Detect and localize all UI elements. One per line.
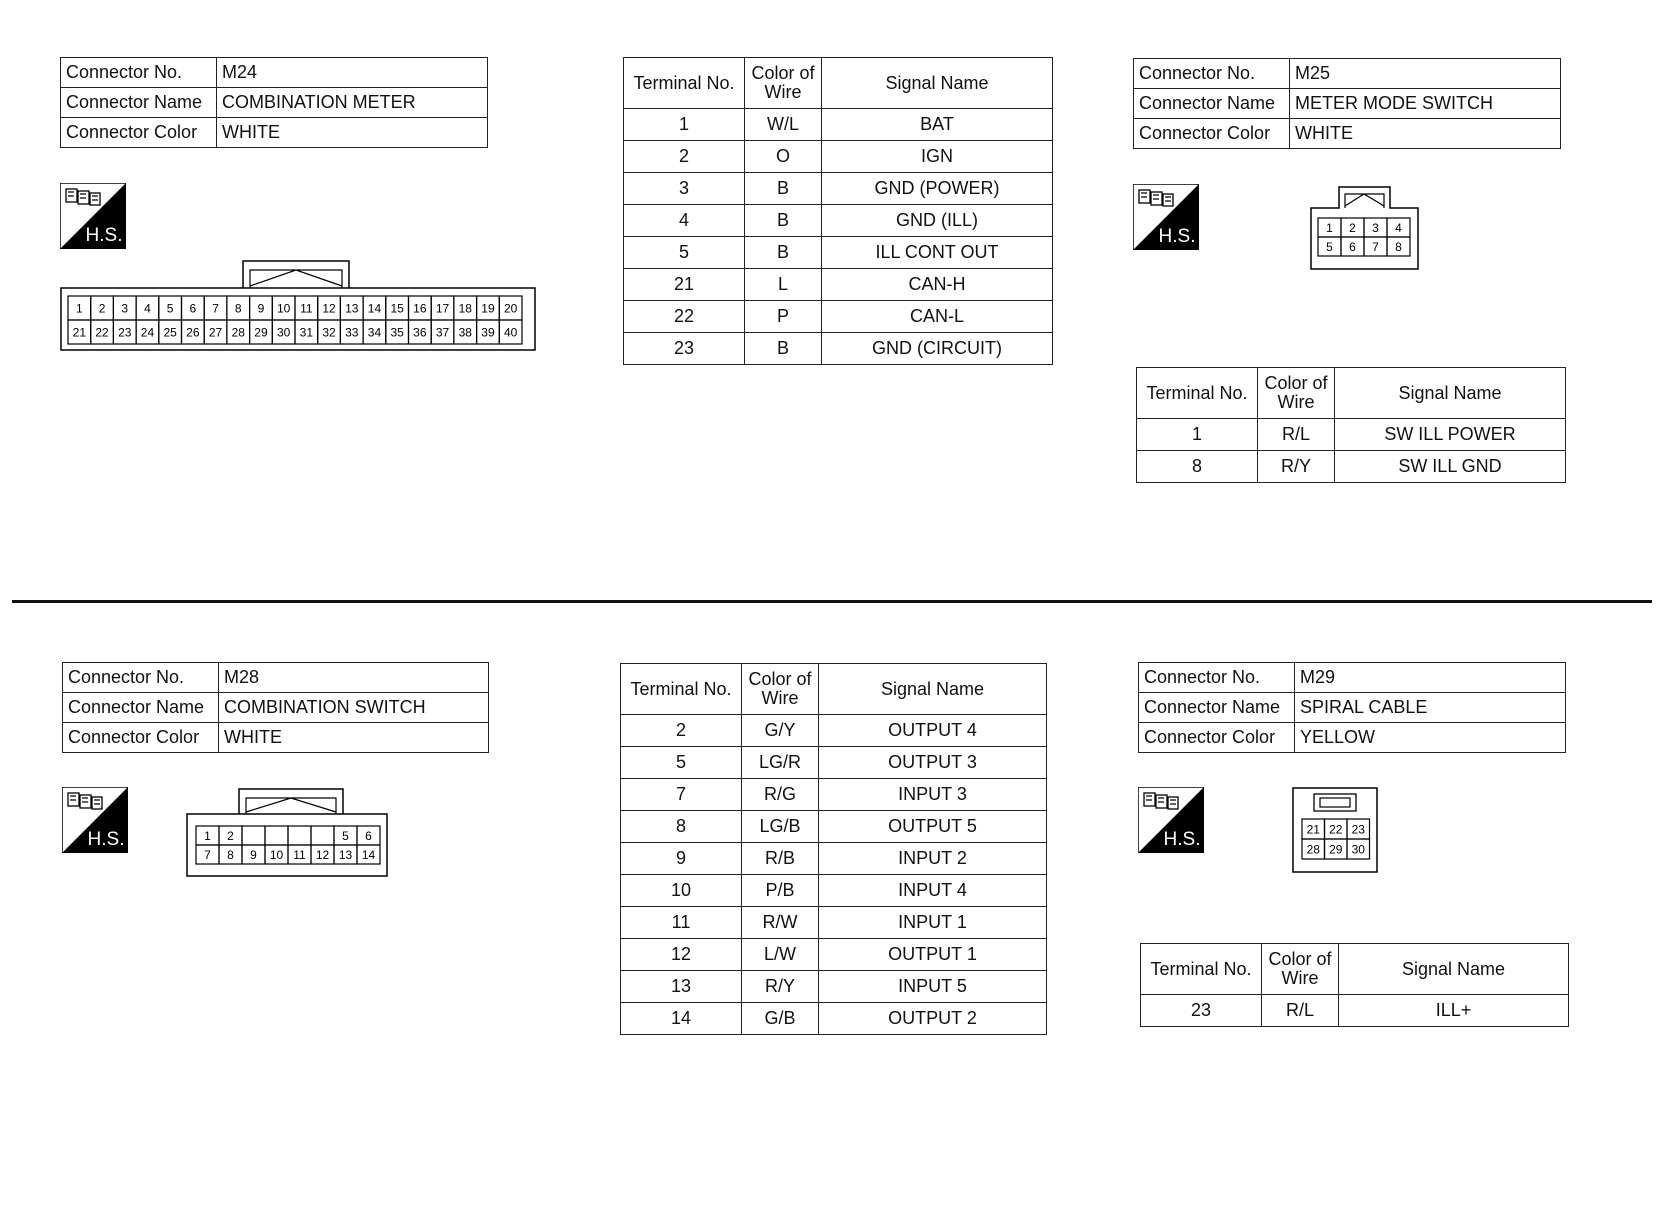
pin-label: 39	[481, 325, 495, 340]
terminal-no-cell: 2	[621, 715, 742, 747]
pin-label: 32	[322, 325, 336, 340]
pin-label: 13	[345, 301, 359, 316]
pin-label: 35	[390, 325, 404, 340]
signal-name-cell: CAN-L	[822, 301, 1053, 333]
pin-label: 22	[95, 325, 109, 340]
terminal-no-header: Terminal No.	[624, 58, 745, 109]
terminal-no-cell: 5	[621, 747, 742, 779]
pin-label: 16	[413, 301, 427, 316]
harness-side-icon	[1133, 184, 1199, 250]
pin-label: 20	[503, 301, 518, 316]
connector-no-value: M28	[219, 663, 489, 693]
pin-label: 40	[503, 325, 518, 340]
pin-label: 28	[1306, 842, 1320, 857]
pin-label: 10	[269, 847, 284, 862]
pin-label: 8	[227, 847, 234, 862]
pin-label: 2	[98, 301, 106, 316]
pin-label: 5	[342, 828, 349, 843]
terminal-row	[624, 141, 1053, 173]
pin-label: 12	[315, 847, 330, 862]
wire-color-cell: R/W	[742, 907, 819, 939]
pin-label: 24	[140, 325, 155, 340]
label-connector-no: Connector No.	[61, 58, 217, 88]
terminal-row	[621, 843, 1047, 875]
terminal-no-cell: 8	[1137, 451, 1258, 483]
connector-name-value: METER MODE SWITCH	[1290, 89, 1561, 119]
pin-label: 14	[361, 847, 376, 862]
pin-label: 19	[481, 301, 495, 316]
harness-side-icon	[62, 787, 128, 853]
pin-label: 29	[1329, 842, 1343, 857]
connector-face-m24	[60, 260, 536, 352]
wire-color-cell: G/B	[742, 1003, 819, 1035]
terminal-no-cell: 12	[621, 939, 742, 971]
signal-name-cell: IGN	[822, 141, 1053, 173]
connector-info-m24	[60, 57, 488, 148]
wire-color-cell: R/B	[742, 843, 819, 875]
pin-label: 8	[234, 301, 242, 316]
pin-label: 4	[144, 301, 151, 316]
signal-name-cell: OUTPUT 1	[819, 939, 1047, 971]
signal-name-cell: BAT	[822, 109, 1053, 141]
wire-color-cell: P/B	[742, 875, 819, 907]
pin-label: 29	[254, 325, 268, 340]
connector-name-value: COMBINATION METER	[217, 88, 488, 118]
signal-name-cell: INPUT 2	[819, 843, 1047, 875]
hs-label: H.S.	[1163, 829, 1201, 850]
terminal-no-cell: 23	[1141, 995, 1262, 1027]
connector-latch	[246, 798, 336, 814]
pin-label: 5	[166, 301, 174, 316]
terminal-row	[621, 971, 1047, 1003]
signal-name-cell: GND (CIRCUIT)	[822, 333, 1053, 365]
terminal-row	[624, 301, 1053, 333]
color-of-wire-header: Color of Wire	[745, 58, 822, 109]
pin-label: 36	[413, 325, 427, 340]
signal-name-cell: CAN-H	[822, 269, 1053, 301]
label-connector-color: Connector Color	[1139, 723, 1295, 753]
pin-label: 5	[1326, 239, 1333, 254]
terminal-no-header: Terminal No.	[1141, 944, 1262, 995]
pin-cell	[265, 826, 288, 845]
pin-label: 14	[367, 301, 382, 316]
wire-color-cell: LG/B	[742, 811, 819, 843]
signal-name-cell: INPUT 3	[819, 779, 1047, 811]
terminal-no-cell: 4	[624, 205, 745, 237]
signal-name-cell: ILL CONT OUT	[822, 237, 1053, 269]
signal-name-cell: INPUT 1	[819, 907, 1047, 939]
label-connector-no: Connector No.	[1139, 663, 1295, 693]
signal-name-cell: GND (POWER)	[822, 173, 1053, 205]
connector-info-m29	[1138, 662, 1566, 753]
wire-color-cell: R/G	[742, 779, 819, 811]
signal-name-header: Signal Name	[1339, 944, 1569, 995]
signal-name-cell: ILL+	[1339, 995, 1569, 1027]
signal-name-header: Signal Name	[822, 58, 1053, 109]
terminal-row	[621, 875, 1047, 907]
terminal-no-cell: 13	[621, 971, 742, 1003]
signal-name-cell: OUTPUT 3	[819, 747, 1047, 779]
color-of-wire-header: Color of Wire	[1258, 368, 1335, 419]
terminal-no-cell: 21	[624, 269, 745, 301]
pin-cell	[242, 826, 265, 845]
terminal-no-cell: 3	[624, 173, 745, 205]
signal-name-cell: INPUT 4	[819, 875, 1047, 907]
terminal-row	[1137, 419, 1566, 451]
terminal-row	[621, 747, 1047, 779]
connector-latch	[243, 261, 349, 288]
connector-latch	[1345, 194, 1384, 208]
pin-label: 10	[276, 301, 291, 316]
connector-face-m29	[1292, 787, 1378, 873]
terminal-table-m29	[1140, 943, 1569, 1027]
pin-label: 33	[345, 325, 359, 340]
pin-label: 6	[189, 301, 197, 316]
terminal-no-cell: 7	[621, 779, 742, 811]
terminal-row	[624, 269, 1053, 301]
harness-side-icon	[1138, 787, 1204, 853]
label-connector-name: Connector Name	[63, 693, 219, 723]
label-connector-name: Connector Name	[61, 88, 217, 118]
pin-label: 23	[118, 325, 132, 340]
connector-name-value: COMBINATION SWITCH	[219, 693, 489, 723]
wire-color-cell: B	[745, 333, 822, 365]
label-connector-no: Connector No.	[1134, 59, 1290, 89]
terminal-row	[1141, 995, 1569, 1027]
connector-no-value: M24	[217, 58, 488, 88]
terminal-row	[624, 237, 1053, 269]
hs-label: H.S.	[87, 829, 125, 850]
terminal-row	[624, 109, 1053, 141]
label-connector-color: Connector Color	[1134, 119, 1290, 149]
terminal-table-m28	[620, 663, 1047, 1035]
hs-label: H.S.	[85, 225, 123, 246]
pin-label: 26	[186, 325, 200, 340]
pin-label: 21	[72, 325, 87, 340]
terminal-no-cell: 1	[624, 109, 745, 141]
signal-name-cell: SW ILL POWER	[1335, 419, 1566, 451]
pin-label: 25	[163, 325, 177, 340]
terminal-table-m25	[1136, 367, 1566, 483]
pin-label: 3	[1372, 220, 1379, 235]
wire-color-cell: B	[745, 205, 822, 237]
wire-color-cell: R/Y	[1258, 451, 1335, 483]
label-connector-name: Connector Name	[1139, 693, 1295, 723]
pin-label: 22	[1329, 822, 1343, 837]
terminal-no-cell: 14	[621, 1003, 742, 1035]
pin-label: 18	[458, 301, 472, 316]
label-connector-color: Connector Color	[63, 723, 219, 753]
connector-color-value: WHITE	[219, 723, 489, 753]
terminal-no-cell: 5	[624, 237, 745, 269]
connector-info-m28	[62, 662, 489, 753]
pin-label: 37	[435, 325, 450, 340]
terminal-row	[1137, 451, 1566, 483]
wire-color-cell: B	[745, 237, 822, 269]
connector-name-value: SPIRAL CABLE	[1295, 693, 1566, 723]
color-of-wire-header: Color of Wire	[1262, 944, 1339, 995]
pin-label: 4	[1395, 220, 1402, 235]
connector-latch	[250, 270, 342, 288]
pin-label: 23	[1351, 822, 1365, 837]
pin-label: 1	[76, 301, 83, 316]
connector-no-value: M25	[1290, 59, 1561, 89]
wire-color-cell: LG/R	[742, 747, 819, 779]
pin-label: 2	[227, 828, 234, 843]
connector-face-m25	[1310, 186, 1420, 270]
label-connector-color: Connector Color	[61, 118, 217, 148]
wire-color-cell: L	[745, 269, 822, 301]
terminal-no-header: Terminal No.	[1137, 368, 1258, 419]
terminal-row	[621, 1003, 1047, 1035]
pin-cell	[311, 826, 334, 845]
section-divider	[12, 600, 1652, 603]
pin-label: 30	[1351, 842, 1365, 857]
wire-color-cell: R/Y	[742, 971, 819, 1003]
label-connector-name: Connector Name	[1134, 89, 1290, 119]
pin-label: 2	[1349, 220, 1356, 235]
terminal-row	[624, 205, 1053, 237]
terminal-no-cell: 9	[621, 843, 742, 875]
pin-label: 3	[121, 301, 129, 316]
wire-color-cell: B	[745, 173, 822, 205]
pin-label: 1	[1326, 220, 1333, 235]
wire-color-cell: O	[745, 141, 822, 173]
pin-cell	[288, 826, 311, 845]
wire-color-cell: G/Y	[742, 715, 819, 747]
pin-label: 8	[1395, 239, 1402, 254]
wire-color-cell: R/L	[1262, 995, 1339, 1027]
pin-label: 31	[299, 325, 314, 340]
pin-label: 6	[1349, 239, 1356, 254]
label-connector-no: Connector No.	[63, 663, 219, 693]
pin-label: 30	[276, 325, 291, 340]
pin-label: 21	[1306, 822, 1320, 837]
connector-info-m25	[1133, 58, 1561, 149]
signal-name-cell: SW ILL GND	[1335, 451, 1566, 483]
wire-color-cell: W/L	[745, 109, 822, 141]
pin-label: 11	[293, 847, 306, 862]
signal-name-header: Signal Name	[1335, 368, 1566, 419]
terminal-no-cell: 2	[624, 141, 745, 173]
pin-label: 7	[212, 301, 219, 316]
pin-label: 12	[322, 301, 336, 316]
pin-label: 34	[367, 325, 382, 340]
pin-label: 1	[204, 828, 211, 843]
connector-color-value: WHITE	[217, 118, 488, 148]
terminal-no-cell: 11	[621, 907, 742, 939]
signal-name-cell: OUTPUT 4	[819, 715, 1047, 747]
terminal-row	[621, 715, 1047, 747]
terminal-row	[624, 173, 1053, 205]
pin-label: 13	[338, 847, 353, 862]
terminal-row	[621, 779, 1047, 811]
pin-label: 38	[458, 325, 472, 340]
terminal-no-cell: 1	[1137, 419, 1258, 451]
pin-label: 7	[1372, 239, 1379, 254]
signal-name-cell: GND (ILL)	[822, 205, 1053, 237]
pin-label: 6	[365, 828, 372, 843]
pin-label: 27	[208, 325, 223, 340]
pin-label: 17	[435, 301, 450, 316]
color-of-wire-header: Color of Wire	[742, 664, 819, 715]
terminal-no-cell: 10	[621, 875, 742, 907]
terminal-no-header: Terminal No.	[621, 664, 742, 715]
pin-label: 15	[390, 301, 404, 316]
connector-latch	[239, 789, 343, 814]
pin-label: 9	[257, 301, 265, 316]
terminal-no-cell: 8	[621, 811, 742, 843]
terminal-no-cell: 23	[624, 333, 745, 365]
harness-side-icon	[60, 183, 126, 249]
terminal-row	[621, 939, 1047, 971]
connector-housing	[61, 288, 535, 350]
terminal-row	[621, 907, 1047, 939]
signal-name-cell: OUTPUT 5	[819, 811, 1047, 843]
pin-label: 9	[250, 847, 257, 862]
terminal-no-cell: 22	[624, 301, 745, 333]
terminal-table-m24	[623, 57, 1053, 365]
signal-name-cell: INPUT 5	[819, 971, 1047, 1003]
wire-color-cell: R/L	[1258, 419, 1335, 451]
signal-name-header: Signal Name	[819, 664, 1047, 715]
connector-latch	[1320, 798, 1350, 807]
pin-label: 7	[204, 847, 211, 862]
connector-color-value: WHITE	[1290, 119, 1561, 149]
pin-label: 28	[231, 325, 245, 340]
terminal-row	[621, 811, 1047, 843]
connector-color-value: YELLOW	[1295, 723, 1566, 753]
wire-color-cell: L/W	[742, 939, 819, 971]
wire-color-cell: P	[745, 301, 822, 333]
connector-face-m28	[186, 788, 388, 878]
pin-label: 11	[300, 301, 313, 316]
connector-no-value: M29	[1295, 663, 1566, 693]
signal-name-cell: OUTPUT 2	[819, 1003, 1047, 1035]
hs-label: H.S.	[1158, 226, 1196, 247]
terminal-row	[624, 333, 1053, 365]
